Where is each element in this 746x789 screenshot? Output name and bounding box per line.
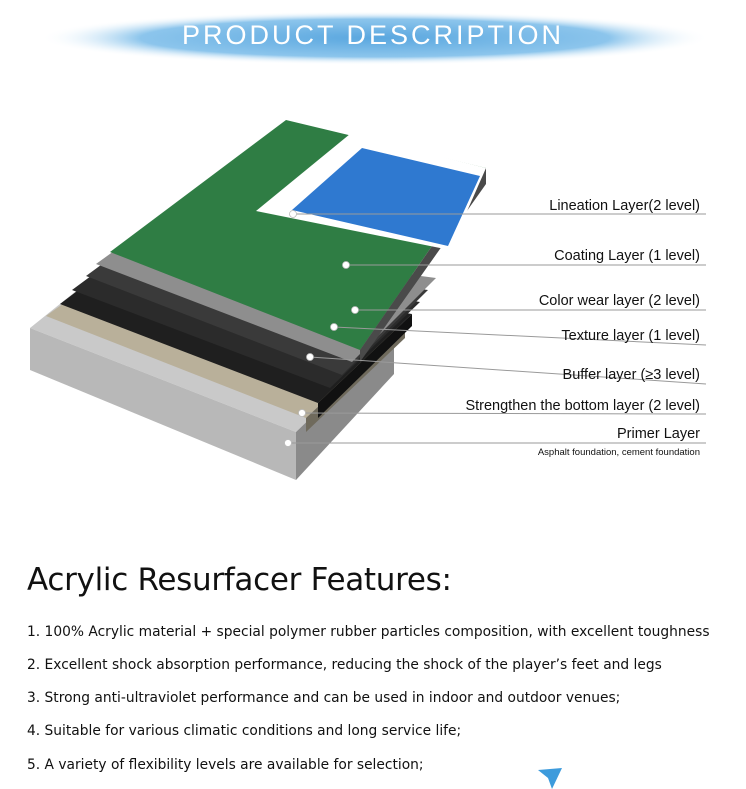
layer-sublabel-primer: Asphalt foundation, cement foundation	[537, 447, 700, 458]
feature-item: 4. Suitable for various climatic conditions and long service life;	[27, 723, 462, 739]
page-title: PRODUCT DESCRIPTION	[181, 20, 565, 50]
layer-label-coating: Coating Layer (1 level)	[554, 248, 700, 264]
layer-label-buffer: Buffer layer (≥3 level)	[562, 367, 700, 383]
layer-label-texture: Texture layer (1 level)	[561, 328, 700, 344]
feature-item: 5. A variety of flexibility levels are available for selection;	[27, 757, 424, 773]
layer-label-primer: Primer Layer	[617, 426, 700, 442]
layer-label-lineation: Lineation Layer(2 level)	[549, 198, 700, 214]
feature-item: 3. Strong anti-ultraviolet performance and can be used in indoor and outdoor venues;	[27, 690, 621, 706]
features-title: Acrylic Resurfacer Features:	[27, 562, 452, 598]
decorative-arrow-icon	[538, 768, 564, 789]
layer-label-strengthen: Strengthen the bottom layer (2 level)	[465, 398, 700, 414]
feature-item: 2. Excellent shock absorption performance, reducing the shock of the player’s feet and legs	[27, 657, 662, 673]
layer-label-color-wear: Color wear layer (2 level)	[538, 293, 700, 309]
feature-item: 1. 100% Acrylic material + special polymer rubber particles composition, with excellent toughness	[27, 624, 710, 640]
